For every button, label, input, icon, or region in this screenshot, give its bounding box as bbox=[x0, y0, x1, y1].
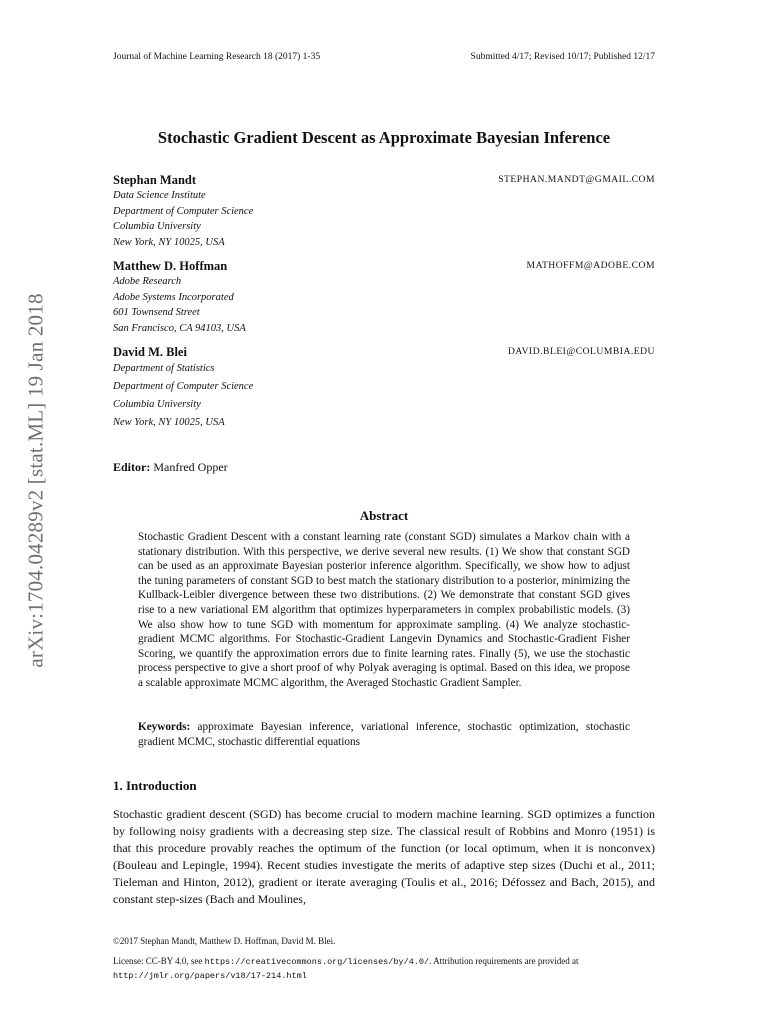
affiliation-line: 601 Townsend Street bbox=[113, 307, 200, 318]
abstract-heading: Abstract bbox=[359, 508, 409, 523]
journal-header: Journal of Machine Learning Research 18 (2017) 1-35 bbox=[113, 52, 321, 62]
affiliation-line: Department of Computer Science bbox=[113, 205, 254, 217]
author-name: Stephan Mandt bbox=[113, 173, 197, 187]
author-email[interactable]: DAVID.BLEI@COLUMBIA.EDU bbox=[507, 346, 655, 357]
license-link[interactable]: https://creativecommons.org/licenses/by/4.0/ bbox=[204, 957, 430, 967]
author-block bbox=[113, 258, 655, 336]
keywords-label: Keywords: bbox=[138, 721, 191, 733]
license-notice bbox=[113, 955, 655, 982]
abstract-text: Stochastic Gradient Descent with a constant learning rate (constant SGD) simulates a Markov chain with a stationary distribution. With this perspective, we derive several new results. (1) We show that constant SGD can be used as an approximate Bayesian posterior inference algorithm. Specifically, we show how to adjust the tuning parameters of constant SGD to best match the stationary distribution to a posterior, minimizing the Kullback-Leibler divergence between these two distributions. (2) We demonstrate that constant SGD gives rise to a new variational EM algorithm that optimizes hyperparameters in complex probabilistic models. (3) We also show how to tune SGD with momentum for approximate sampling. (4) We analyze stochastic-gradient MCMC algorithms. For Stochastic-Gradient Langevin Dynamics and Stochastic-Gradient Fisher Scoring, we quantify the approximation errors due to finite learning rates. Finally (5), we use the stochastic process perspective to give a short proof of why Polyak averaging is optimal. Based on this idea, we propose a scalable approximate MCMC algorithm, the Averaged Stochastic Gradient Sampler. bbox=[138, 531, 630, 689]
author-name: Matthew D. Hoffman bbox=[113, 259, 228, 273]
author-email[interactable]: MATHOFFM@ADOBE.COM bbox=[526, 260, 655, 271]
publication-dates: Submitted 4/17; Revised 10/17; Published 12/17 bbox=[470, 52, 655, 62]
affiliation-line: Adobe Research bbox=[113, 276, 182, 287]
author-name: David M. Blei bbox=[113, 345, 187, 359]
attribution-link[interactable]: http://jmlr.org/papers/v18/17-214.html bbox=[113, 970, 307, 981]
affiliation-line: Data Science Institute bbox=[113, 190, 206, 201]
copyright-notice: ©2017 Stephan Mandt, Matthew D. Hoffman, David M. Blei. bbox=[113, 936, 336, 946]
author-block bbox=[113, 172, 655, 250]
keywords-text: approximate Bayesian inference, variational inference, stochastic optimization, stochastic gradient MCMC, stochastic differential equations bbox=[138, 721, 631, 748]
affiliation-line: New York, NY 10025, USA bbox=[113, 417, 225, 428]
arxiv-stamp[interactable] bbox=[6, 270, 66, 690]
license-prefix: License: CC-BY 4.0, see bbox=[113, 956, 205, 966]
affiliation-line: Columbia University bbox=[113, 221, 201, 232]
introduction-text: Stochastic gradient descent (SGD) has become crucial to modern machine learning. SGD optimizes a function by following noisy gradients with a decreasing step size. The classical result of Robbins and Monro (1951) is that this procedure provably reaches the optimum of the function (or local optimum, when it is nonconvex) (Bouleau and Lepingle, 1994). Recent studies investigate the merits of adaptive step sizes (Duchi et al., 2011; Tieleman and Hinton, 2012), gradient or iterate averaging (Toulis et al., 2016; Défossez and Bach, 2015), and constant step-sizes (Bach and Moulines, bbox=[113, 807, 655, 906]
keywords bbox=[138, 720, 630, 749]
paper-title: Stochastic Gradient Descent as Approximate Bayesian Inference bbox=[157, 128, 611, 147]
author-block bbox=[113, 344, 655, 432]
editor-label: Editor: bbox=[113, 460, 151, 474]
affiliation-line: San Francisco, CA 94103, USA bbox=[113, 322, 246, 334]
editor-name: Manfred Opper bbox=[153, 460, 228, 474]
affiliation-line: Department of Computer Science bbox=[113, 381, 254, 392]
editor-line bbox=[113, 460, 228, 475]
section-heading-introduction: 1. Introduction bbox=[113, 778, 197, 793]
license-middle: . Attribution requirements are provided at bbox=[429, 956, 579, 966]
arxiv-stamp-label: arXiv:1704.04289v2 [stat.ML] 19 Jan 2018 bbox=[23, 292, 48, 668]
affiliation-line: Columbia University bbox=[113, 399, 201, 410]
affiliation-line: Adobe Systems Incorporated bbox=[113, 291, 234, 303]
author-email[interactable]: STEPHAN.MANDT@GMAIL.COM bbox=[498, 174, 655, 185]
affiliation-line: New York, NY 10025, USA bbox=[113, 236, 225, 248]
affiliation-line: Department of Statistics bbox=[113, 363, 215, 374]
